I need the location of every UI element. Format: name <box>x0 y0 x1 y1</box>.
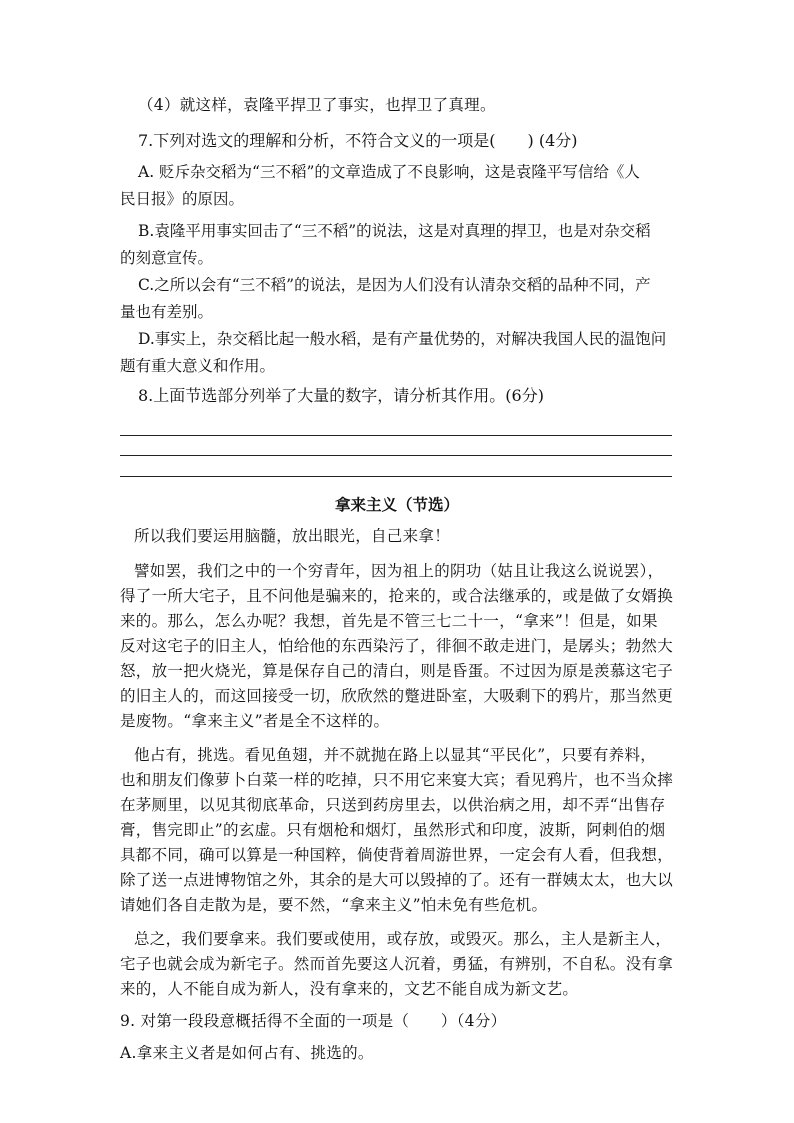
option-7c-line1: C.之所以会有“三不稻”的说法，是因为人们没有认清杂交稻的品种不同，产 <box>138 276 651 294</box>
q6-answer-line: （4）就这样，袁隆平捍卫了事实，也捍卫了真理。 <box>138 96 496 114</box>
paragraph-line: 在茅厕里，以见其彻底革命，只送到药房里去，以供治病之用，却不弄“出售存 <box>120 796 666 814</box>
question-7: 7.下列对选文的理解和分析，不符合文义的一项是( ) (4分) <box>138 131 578 150</box>
answer-line-2 <box>120 455 672 456</box>
paragraph-line: 请她们各自走散为是，要不然，“拿来主义”怕未免有些危机。 <box>120 896 548 914</box>
option-7d-line1: D.事实上，杂交稻比起一般水稻，是有产量优势的，对解决我国人民的温饱问 <box>138 330 667 348</box>
paragraph-line: 也和朋友们像萝卜白菜一样的吃掉，只不用它来宴大宾；看见鸦片，也不当众摔 <box>120 771 674 789</box>
paragraph-line: 宅子也就会成为新宅子。然而首先要这人沉着，勇猛，有辨别，不自私。没有拿 <box>120 955 674 973</box>
question-9: 9. 对第一段段意概括得不全面的一项是（ ）（4分） <box>120 1012 507 1030</box>
paragraph-line: 除了送一点进博物馆之外，其余的是大可以毁掉的了。还有一群姨太太，也大以 <box>120 871 674 889</box>
option-7b-line1: B.袁隆平用事实回击了“三不稻”的说法，这是对真理的捍卫，也是对杂交稻 <box>138 222 651 240</box>
paragraph-line: 反对这宅子的旧主人，怕给他的东西染污了，徘徊不敢走进门，是孱头；勃然大 <box>120 637 674 655</box>
paragraph-line: 来的，人不能自成为新人，没有拿来的，文艺不能自成为新文艺。 <box>120 980 579 998</box>
paragraph-line: 得了一所大宅子，且不问他是骗来的，抢来的，或合法继承的，或是做了女婿换 <box>120 587 674 605</box>
passage-title: 拿来主义（节选） <box>334 495 459 514</box>
paragraph-line: 总之，我们要拿来。我们要或使用，或存放，或毁灭。那么，主人是新主人， <box>134 930 672 948</box>
passage-paragraph-1: 所以我们要运用脑髓，放出眼光，自己来拿！ <box>134 527 451 545</box>
paragraph-line: 他占有，挑选。看见鱼翅，并不就抛在路上以显其“平民化”，只要有养料， <box>134 746 657 764</box>
option-7d-line2: 题有重大意义和作用。 <box>120 357 276 375</box>
option-7a-line2: 民日报》的原因。 <box>120 190 245 208</box>
paragraph-line: 具都不同，确可以算是一种国粹，倘使背着周游世界，一定会有人看，但我想， <box>120 846 674 864</box>
question-8: 8.上面节选部分列举了大量的数字，请分析其作用。(6分) <box>138 386 544 405</box>
paragraph-line: 怒，放一把火烧光，算是保存自己的清白，则是昏蛋。不过因为原是羡慕这宅子 <box>120 662 674 680</box>
option-7c-line2: 量也有差别。 <box>120 303 214 321</box>
paragraph-line: 是废物。“拿来主义”者是全不这样的。 <box>120 712 390 730</box>
paragraph-line: 来的。那么，怎么办呢？我想，首先是不管三七二十一，“拿来”！但是，如果 <box>120 612 658 630</box>
answer-line-3 <box>120 476 672 477</box>
paragraph-line: 膏，售完即止”的玄虚。只有烟枪和烟灯，虽然形式和印度，波斯，阿剌伯的烟 <box>120 821 666 839</box>
option-7a-line1: A. 贬斥杂交稻为“三不稻”的文章造成了不良影响，这是袁隆平写信给《人 <box>138 163 640 181</box>
option-9a: A.拿来主义者是如何占有、挑选的。 <box>120 1044 374 1062</box>
paragraph-line: 的旧主人的，而这回接受一切，欣欣然的蹩进卧室，大吸剩下的鸦片，那当然更 <box>120 687 674 705</box>
option-7b-line2: 的刻意宣传。 <box>120 249 214 267</box>
answer-line-1 <box>120 435 672 436</box>
paragraph-line: 譬如罢，我们之中的一个穷青年，因为祖上的阴功（姑且让我这么说说罢）， <box>134 562 664 580</box>
